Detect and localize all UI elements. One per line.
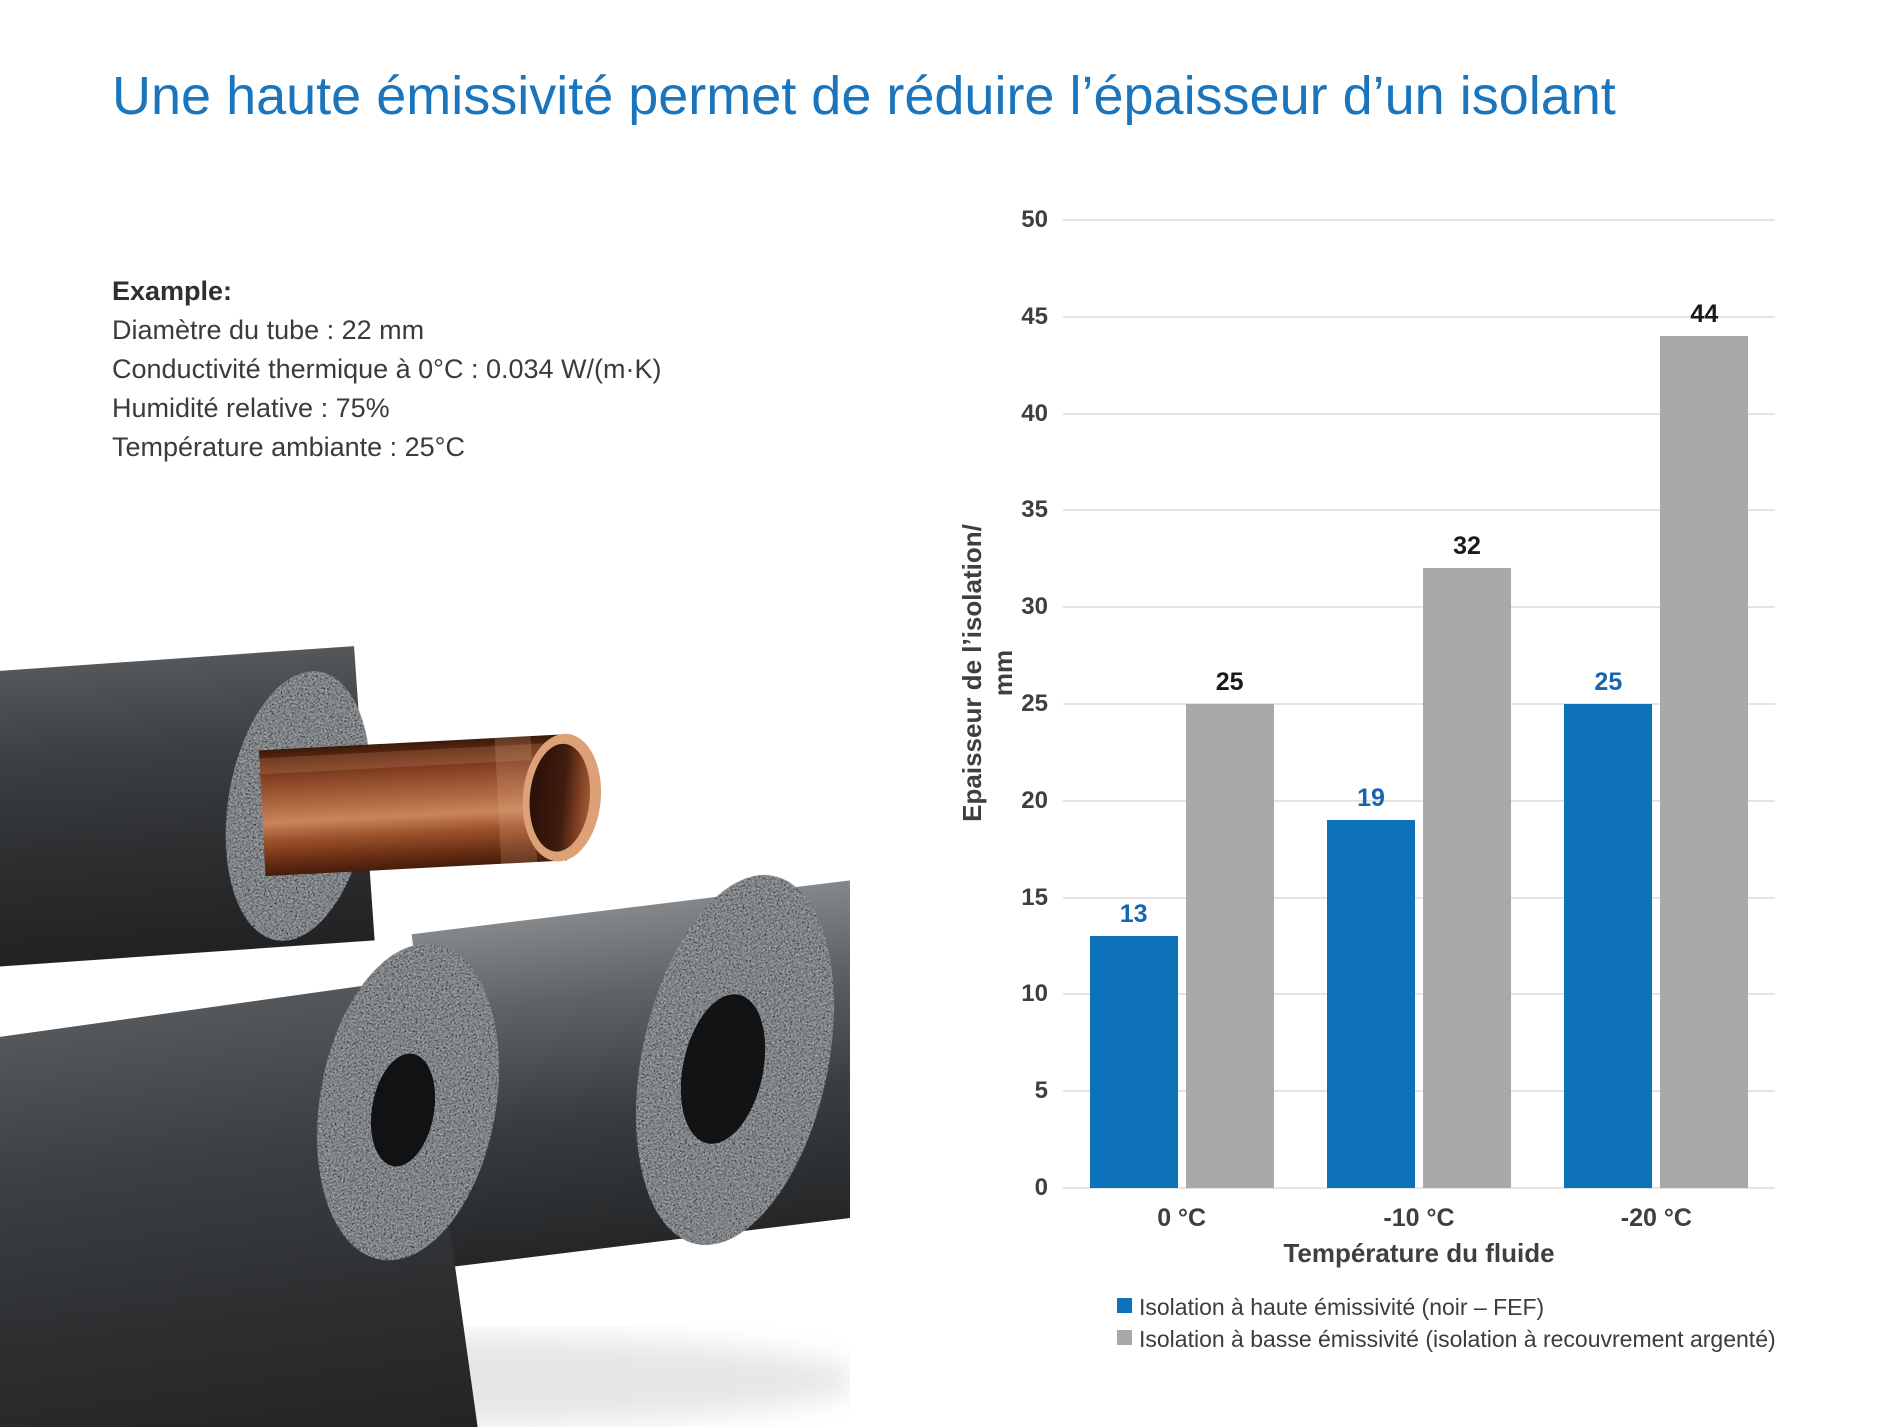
example-line: Humidité relative : 75% (112, 393, 390, 423)
example-heading: Example: (112, 276, 233, 306)
y-tick-label: 5 (1034, 1077, 1048, 1105)
insulation-product-photo (0, 620, 850, 1427)
bar (1660, 336, 1748, 1188)
example-line: Diamètre du tube : 22 mm (112, 315, 425, 345)
page-title: Une haute émissivité permet de réduire l’épaisseur d’un isolant (112, 66, 1616, 126)
y-tick-label: 45 (1021, 302, 1048, 330)
y-tick-label: 50 (1021, 206, 1048, 233)
bar-value-label: 19 (1357, 784, 1385, 813)
bar (1090, 936, 1178, 1188)
y-tick-label: 20 (1021, 786, 1048, 814)
legend-swatch (1117, 1298, 1132, 1313)
legend-label: Isolation à haute émissivité (noir – FEF) (1139, 1294, 1545, 1320)
y-tick-label: 25 (1021, 690, 1048, 717)
y-tick-label: 15 (1021, 883, 1048, 911)
bar-value-label: 44 (1690, 300, 1719, 329)
y-tick-label: 10 (1021, 980, 1048, 1008)
y-tick-label: 30 (1021, 593, 1048, 621)
bar (1327, 820, 1415, 1188)
bar-value-label: 25 (1215, 668, 1244, 696)
gridline (1063, 219, 1775, 221)
y-axis-title: Epaisseur de l’isolation/ mm (957, 524, 1018, 822)
bar-value-label: 13 (1119, 900, 1148, 929)
bar (1186, 704, 1274, 1188)
example-block (112, 272, 732, 467)
bar-value-label: 25 (1594, 668, 1623, 696)
legend-item (1117, 1326, 1776, 1353)
legend-item (1117, 1294, 1776, 1321)
y-tick-label: 35 (1021, 496, 1048, 524)
chart-legend (1117, 1294, 1776, 1358)
x-tick-label: -10 °C (1383, 1204, 1455, 1232)
bar (1564, 704, 1652, 1188)
insulation-tube-bottom (0, 929, 522, 1427)
bar (1423, 568, 1511, 1188)
y-tick-label: 40 (1021, 399, 1048, 427)
x-tick-label: -20 °C (1620, 1204, 1692, 1232)
legend-swatch (1117, 1330, 1132, 1345)
x-axis-title: Température du fluide (1283, 1238, 1555, 1268)
y-tick-label: 0 (1034, 1174, 1048, 1201)
example-line: Température ambiante : 25°C (112, 432, 465, 462)
legend-label: Isolation à basse émissivité (isolation à recouvrement argenté) (1139, 1326, 1776, 1352)
x-tick-label: 0 °C (1157, 1204, 1207, 1232)
copper-pipe (259, 726, 613, 882)
bar-value-label: 32 (1453, 532, 1481, 561)
example-line: Conductivité thermique à 0°C : 0.034 W/(m·K) (112, 354, 662, 384)
